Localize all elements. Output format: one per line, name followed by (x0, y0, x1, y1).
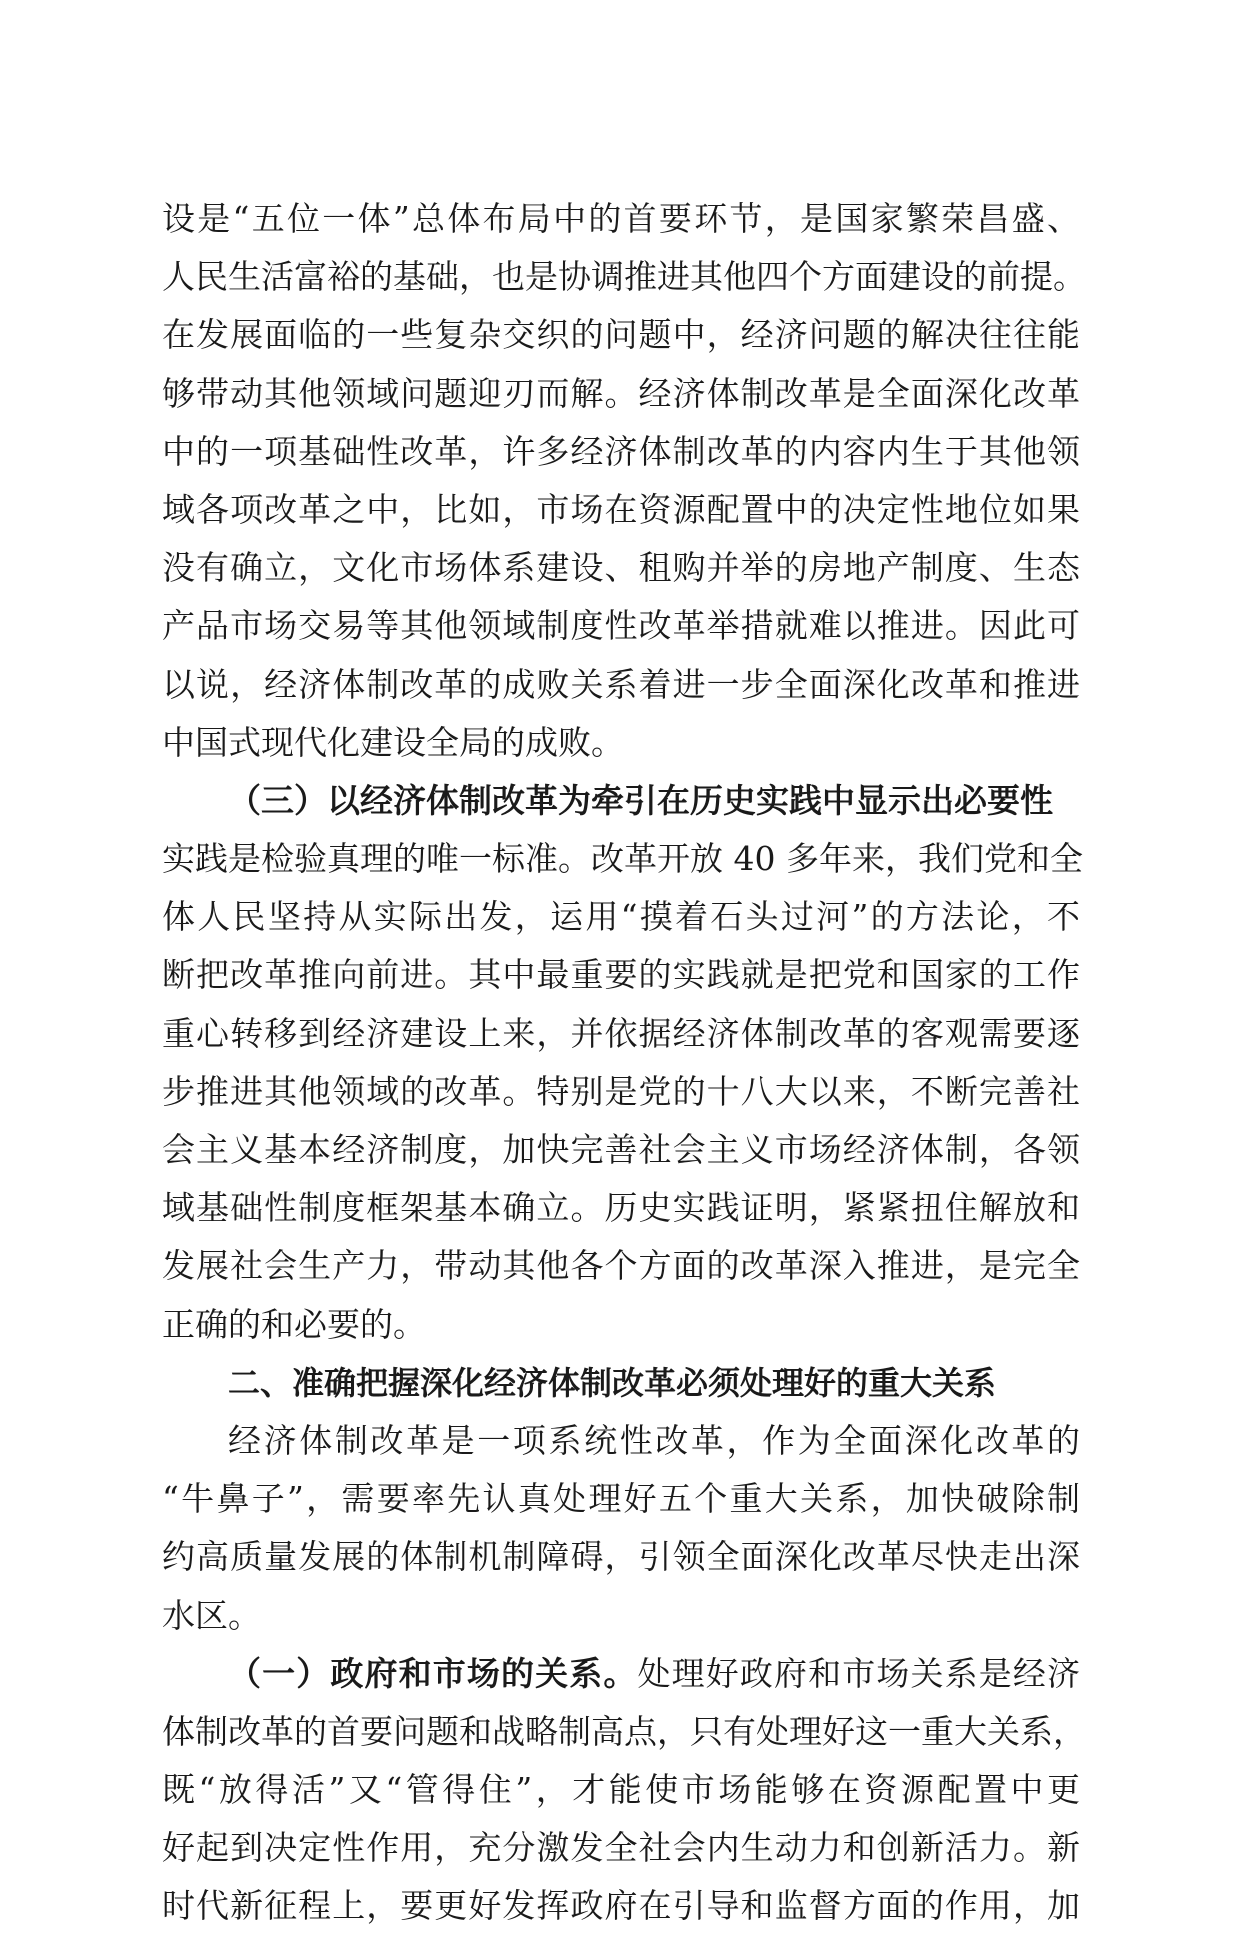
body-line (162, 1645, 1080, 1703)
body-line: “牛鼻子”，需要率先认真处理好五个重大关系，加快破除制 (162, 1479, 1080, 1519)
subsection-lead-text: 处理好政府和市场关系是经济 (637, 1653, 1080, 1693)
body-line: 体制改革的首要问题和战略制高点，只有处理好这一重大关系， (162, 1711, 1086, 1751)
body-line: 断把改革推向前进。其中最重要的实践就是把党和国家的工作 (162, 955, 1080, 995)
body-line: 水区。 (162, 1595, 261, 1635)
body-line: 约高质量发展的体制机制障碍，引领全面深化改革尽快走出深 (162, 1537, 1080, 1577)
body-line: 以说，经济体制改革的成败关系着进一步全面深化改革和推进 (162, 664, 1080, 704)
body-line: 没有确立，文化市场体系建设、租购并举的房地产制度、生态 (162, 548, 1080, 588)
body-line: 既“放得活”又“管得住”，才能使市场能够在资源配置中更 (162, 1770, 1080, 1810)
section-subheading: （三）以经济体制改革为牵引在历史实践中显示出必要性 (228, 780, 1053, 820)
body-line: 实践是检验真理的唯一标准。改革开放 40 多年来，我们党和全 (162, 839, 1083, 879)
body-line: 重心转移到经济建设上来，并依据经济体制改革的客观需要逐 (162, 1013, 1080, 1053)
body-line: 经济体制改革是一项系统性改革，作为全面深化改革的 (228, 1420, 1080, 1460)
body-line: 时代新征程上，要更好发挥政府在引导和监督方面的作用，加 (162, 1886, 1080, 1926)
body-line: 产品市场交易等其他领域制度性改革举措就难以推进。因此可 (162, 606, 1080, 646)
body-line: 人民生活富裕的基础，也是协调推进其他四个方面建设的前提。 (162, 257, 1086, 297)
subsection-lead: （一）政府和市场的关系。 (228, 1653, 638, 1693)
body-line: 步推进其他领域的改革。特别是党的十八大以来，不断完善社 (162, 1071, 1080, 1111)
document-page (162, 190, 1086, 1936)
body-line: 域基础性制度框架基本确立。历史实践证明，紧紧扭住解放和 (162, 1188, 1080, 1228)
section-heading: 二、准确把握深化经济体制改革必须处理好的重大关系 (228, 1363, 997, 1402)
body-line: 发展社会生产力，带动其他各个方面的改革深入推进，是完全 (162, 1246, 1080, 1286)
body-line: 域各项改革之中，比如，市场在资源配置中的决定性地位如果 (162, 489, 1080, 529)
body-line: 正确的和必要的。 (162, 1304, 426, 1344)
body-line: 够带动其他领域问题迎刃而解。经济体制改革是全面深化改革 (162, 373, 1080, 413)
body-line: 在发展面临的一些复杂交织的问题中，经济问题的解决往往能 (162, 315, 1080, 355)
body-line: 体人民坚持从实际出发，运用“摸着石头过河”的方法论，不 (162, 897, 1080, 937)
body-line: 中国式现代化建设全局的成败。 (162, 722, 624, 762)
body-line: 好起到决定性作用，充分激发全社会内生动力和创新活力。新 (162, 1828, 1080, 1868)
body-line: 会主义基本经济制度，加快完善社会主义市场经济体制，各领 (162, 1130, 1080, 1169)
body-line: 中的一项基础性改革，许多经济体制改革的内容内生于其他领 (162, 431, 1080, 471)
body-line: 设是“五位一体”总体布局中的首要环节，是国家繁荣昌盛、 (162, 199, 1080, 238)
